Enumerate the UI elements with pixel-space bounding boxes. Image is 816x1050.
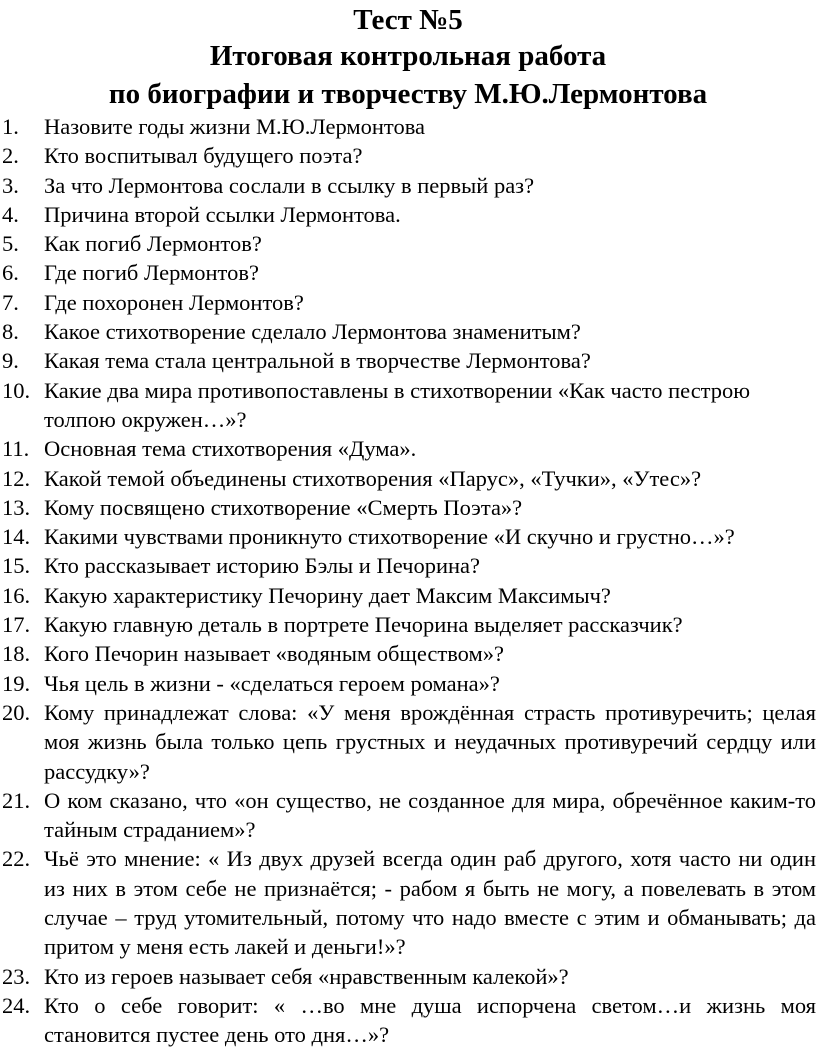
question-text: Кто из героев называет себя «нравственным калекой»?	[44, 963, 569, 989]
question-number: 16.	[2, 582, 31, 608]
question-number: 7.	[2, 289, 19, 315]
question-text: Чья цель в жизни - «сделаться героем романа»?	[44, 670, 500, 696]
question-number: 20.	[2, 699, 31, 725]
question-text: Причина второй ссылки Лермонтова.	[44, 201, 401, 227]
question-item	[0, 698, 816, 786]
question-item	[0, 844, 816, 961]
question-text: Где похоронен Лермонтов?	[44, 289, 304, 315]
question-item	[0, 639, 816, 668]
question-number: 17.	[2, 612, 31, 638]
question-text: За что Лермонтова сослали в ссылку в первый раз?	[44, 172, 535, 198]
question-item	[0, 669, 816, 698]
question-item	[0, 962, 816, 991]
question-text: Кому принадлежат слова: «У меня врождённая страсть противуречить; целая моя жизнь была только цепь грустных и неудачных противуречий сердцу или рассудку»?	[44, 699, 816, 784]
question-item	[0, 581, 816, 610]
question-list	[0, 112, 816, 1050]
question-item	[0, 991, 816, 1050]
question-text: Назовите годы жизни М.Ю.Лермонтова	[44, 114, 426, 139]
question-text: Где погиб Лермонтов?	[44, 260, 259, 286]
question-text: Какими чувствами проникнуто стихотворение «И скучно и грустно…»?	[44, 524, 735, 550]
test-number-title: Тест №5	[353, 4, 463, 36]
question-number: 5.	[2, 231, 19, 257]
question-item	[0, 317, 816, 346]
question-number: 23.	[2, 963, 31, 989]
question-text: Какую характеристику Печорину дает Максим Максимыч?	[44, 582, 611, 608]
question-text: Кто воспитывал будущего поэта?	[44, 143, 363, 169]
question-item	[0, 786, 816, 845]
question-number: 24.	[2, 992, 31, 1018]
question-number: 15.	[2, 553, 31, 579]
question-item	[0, 346, 816, 375]
question-text: Какое стихотворение сделало Лермонтова знаменитым?	[44, 319, 581, 345]
question-number: 18.	[2, 641, 31, 667]
question-item	[0, 229, 816, 258]
question-item	[0, 522, 816, 551]
question-number: 21.	[2, 787, 31, 813]
question-text: Какой темой объединены стихотворения «Парус», «Тучки», «Утес»?	[44, 465, 702, 491]
question-number: 22.	[2, 846, 31, 872]
question-number: 13.	[2, 494, 31, 520]
question-text: Кого Печорин называет «водяным обществом»?	[44, 641, 504, 667]
question-text: Кто о себе говорит: « …во мне душа испорчена светом…и жизнь моя становится пустее день ото дня…»?	[44, 992, 816, 1048]
question-text: Как погиб Лермонтов?	[44, 231, 262, 257]
question-text: Какие два мира противопоставлены в стихотворении «Как часто пестрою толпою окружен…»?	[44, 377, 751, 432]
question-item	[0, 141, 816, 170]
question-text: Какая тема стала центральной в творчестве Лермонтова?	[44, 348, 591, 374]
question-number: 1.	[2, 114, 19, 139]
question-number: 8.	[2, 319, 19, 345]
question-item	[0, 464, 816, 493]
question-number: 19.	[2, 670, 31, 696]
question-text: Какую главную деталь в портрете Печорина выделяет рассказчик?	[44, 612, 683, 638]
question-item	[0, 258, 816, 287]
question-number: 12.	[2, 465, 31, 491]
question-number: 11.	[2, 436, 30, 462]
question-number: 9.	[2, 348, 19, 374]
question-item	[0, 376, 816, 435]
question-text: Чьё это мнение: « Из двух друзей всегда один раб другого, хотя часто ни один из них в этом себе не признаётся; - рабом я быть не могу, а повелевать в этом случае – труд утомительный, потому что надо вместе с этим и обманывать; да притом у меня есть лакей и деньги!»?	[44, 846, 816, 960]
question-text: О ком сказано, что «он существо, не созданное для мира, обречённое каким-то тайным страданием»?	[44, 787, 816, 843]
question-item	[0, 200, 816, 229]
question-item	[0, 551, 816, 580]
question-item	[0, 288, 816, 317]
question-number: 6.	[2, 260, 19, 286]
question-text: Основная тема стихотворения «Дума».	[44, 436, 417, 462]
page-subtitle: по биографии и творчеству М.Ю.Лермонтова	[108, 78, 708, 110]
question-item	[0, 112, 816, 141]
question-number: 4.	[2, 201, 19, 227]
question-text: Кто рассказывает историю Бэлы и Печорина?	[44, 553, 481, 579]
question-number: 2.	[2, 143, 19, 169]
question-item	[0, 171, 816, 200]
question-item	[0, 493, 816, 522]
question-item	[0, 434, 816, 463]
question-item	[0, 610, 816, 639]
question-number: 14.	[2, 524, 31, 550]
question-number: 10.	[2, 377, 31, 403]
question-text: Кому посвящено стихотворение «Смерть Поэта»?	[44, 494, 523, 520]
page-title: Итоговая контрольная работа	[209, 40, 607, 72]
question-number: 3.	[2, 172, 19, 198]
